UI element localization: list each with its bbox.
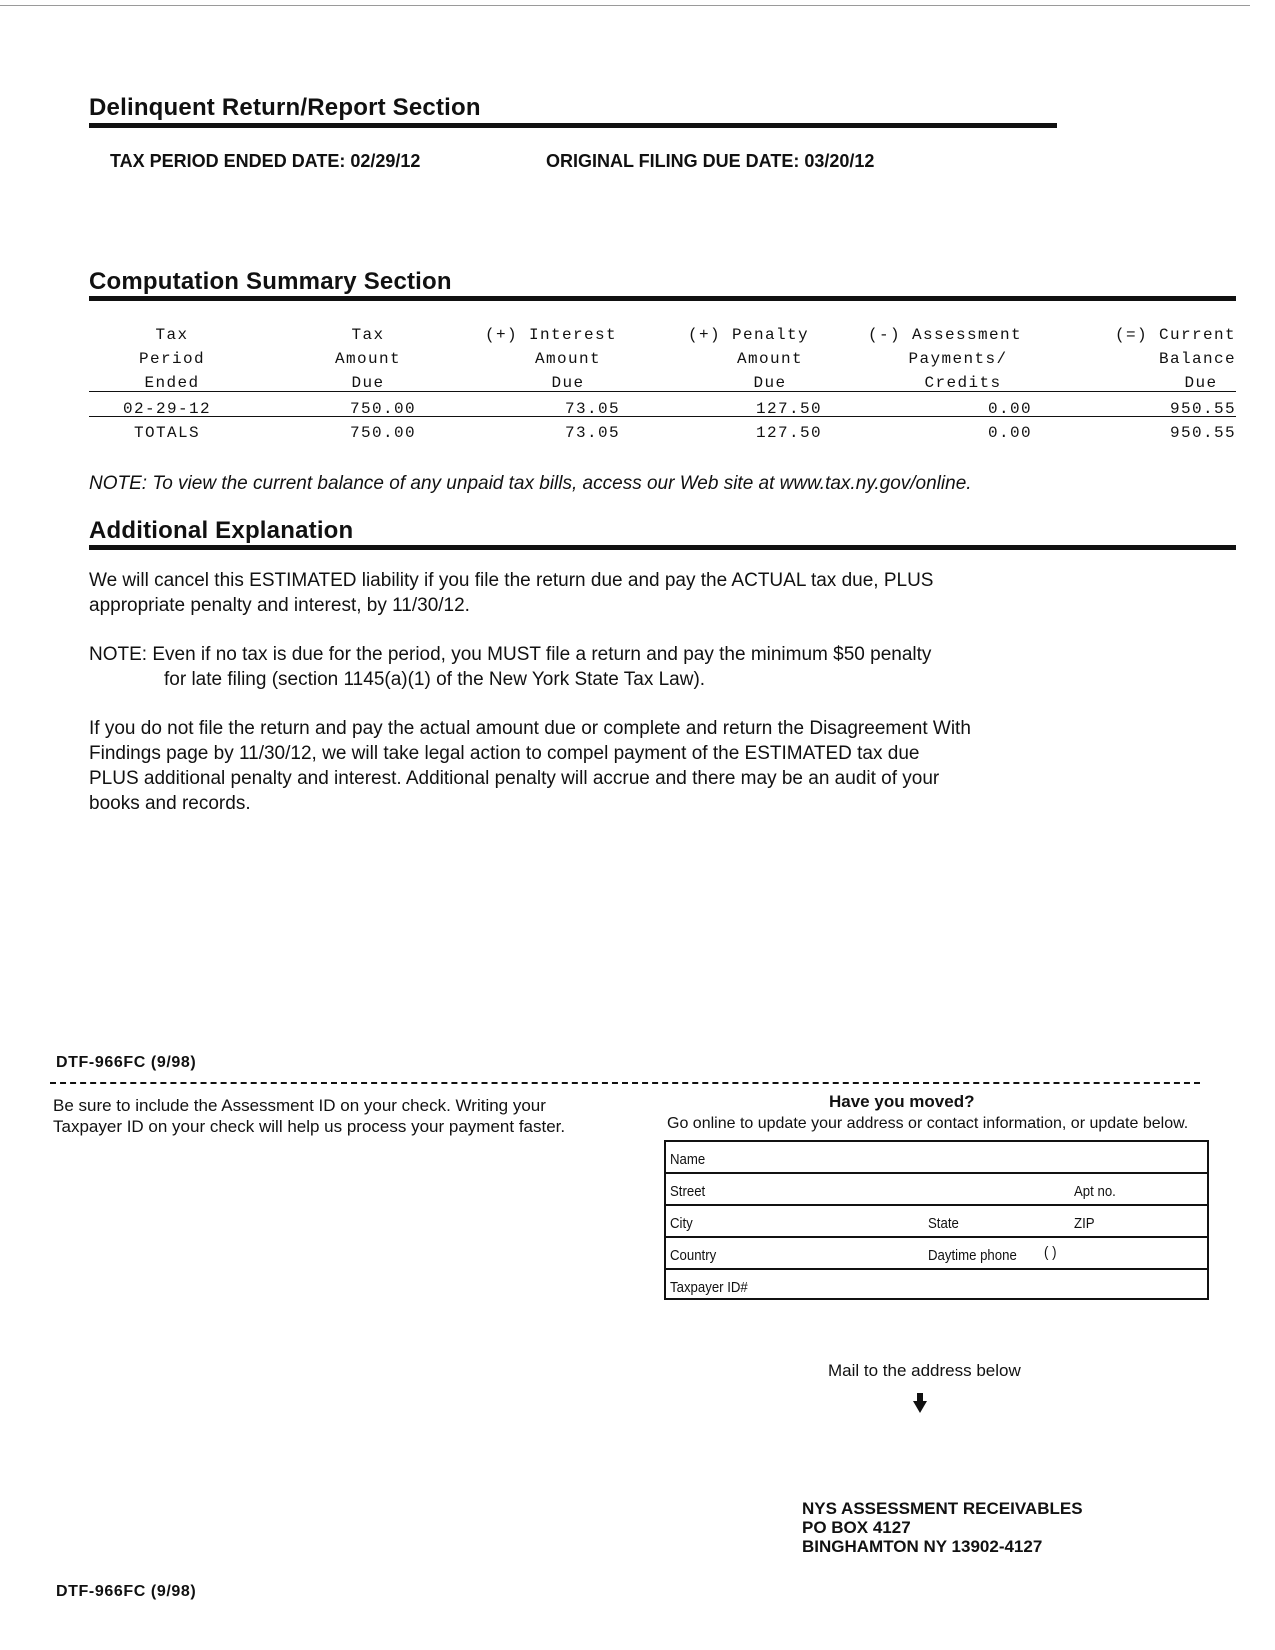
row-interest: 73.05 [564, 400, 620, 418]
city-label: City [670, 1215, 693, 1232]
tear-off-dashed-line [50, 1082, 1200, 1084]
explanation-p3-line2: Findings page by 11/30/12, we will take legal action to compel payment of the ESTIMATED tax due [89, 743, 920, 764]
explanation-note-line1: NOTE: Even if no tax is due for the period, you MUST file a return and pay the minimum $50 penalty [89, 644, 932, 665]
phone-area-code-parens: ( ) [1044, 1244, 1057, 1261]
mailing-address-line1: NYS ASSESSMENT RECEIVABLES [802, 1499, 1083, 1518]
totals-penalty: 127.50 [755, 424, 822, 442]
col-header-penalty-3: Due [753, 374, 787, 392]
explanation-note-line2: for late filing (section 1145(a)(1) of the New York State Tax Law). [164, 669, 706, 690]
col-header-assessment-1: (-) Assessment [868, 326, 1023, 344]
tax-period-ended-date: TAX PERIOD ENDED DATE: 02/29/12 [110, 151, 421, 171]
name-label: Name [670, 1151, 706, 1168]
state-label: State [928, 1215, 959, 1232]
street-row[interactable] [666, 1174, 1207, 1206]
explanation-paragraph-3 [89, 716, 971, 816]
col-header-assessment-3: Credits [924, 374, 1002, 392]
mailing-address [802, 1499, 1083, 1556]
stub-instructions-line2: Taxpayer ID on your check will help us process your payment faster. [53, 1117, 566, 1136]
col-header-balance-3: Due [1184, 374, 1218, 392]
col-header-tax-period-2: Period [138, 350, 206, 368]
row-underline [89, 416, 1236, 417]
explanation-p3-line1: If you do not file the return and pay the actual amount due or complete and return the Disagreement With [89, 718, 971, 739]
computation-section-rule [89, 296, 1236, 301]
down-arrow-icon [913, 1393, 927, 1418]
mailing-address-line3: BINGHAMTON NY 13902-4127 [802, 1537, 1043, 1556]
taxpayer-id-row[interactable] [666, 1270, 1207, 1302]
col-header-interest-2: Amount [534, 350, 602, 368]
col-header-tax-amount-2: Amount [334, 350, 402, 368]
col-header-penalty-2: Amount [736, 350, 804, 368]
col-header-penalty-1: (+) Penalty [688, 326, 810, 344]
explanation-p1-line1: We will cancel this ESTIMATED liability if you file the return due and pay the ACTUAL tax due, PLUS [89, 570, 934, 591]
row-penalty: 127.50 [755, 400, 822, 418]
computation-note: NOTE: To view the current balance of any unpaid tax bills, access our Web site at www.tax.ny.gov/online. [89, 473, 972, 494]
have-you-moved-subtitle: Go online to update your address or contact information, or update below. [667, 1115, 1189, 1132]
delinquent-section-title: Delinquent Return/Report Section [89, 94, 481, 121]
delinquent-section-rule [89, 123, 1057, 128]
form-code-bottom: DTF-966FC (9/98) [56, 1583, 197, 1600]
additional-explanation-rule [89, 545, 1236, 550]
additional-explanation-title: Additional Explanation [89, 517, 354, 544]
stub-instructions-line1: Be sure to include the Assessment ID on your check. Writing your [53, 1096, 546, 1115]
totals-interest: 73.05 [564, 424, 620, 442]
daytime-phone-label: Daytime phone [928, 1247, 1017, 1264]
country-row[interactable] [666, 1238, 1207, 1270]
col-header-tax-period-3: Ended [144, 374, 200, 392]
row-tax-amount: 750.00 [349, 400, 417, 418]
col-header-balance-2: Balance [1158, 350, 1236, 368]
city-row[interactable] [666, 1206, 1207, 1238]
explanation-note [89, 642, 931, 692]
original-filing-due-date: ORIGINAL FILING DUE DATE: 03/20/12 [546, 151, 875, 171]
country-label: Country [670, 1247, 717, 1264]
explanation-paragraph-1 [89, 568, 933, 618]
totals-tax-amount: 750.00 [349, 424, 417, 442]
apt-label: Apt no. [1074, 1183, 1116, 1200]
col-header-balance-1: (=) Current [1114, 326, 1236, 344]
col-header-assessment-2: Payments/ [908, 350, 1008, 368]
name-row[interactable] [666, 1142, 1207, 1174]
form-code-top: DTF-966FC (9/98) [56, 1054, 197, 1071]
taxpayer-id-label: Taxpayer ID# [670, 1279, 748, 1296]
row-period: 02-29-12 [122, 400, 212, 418]
have-you-moved-title: Have you moved? [829, 1092, 975, 1111]
row-balance: 950.55 [1169, 400, 1236, 418]
totals-balance: 950.55 [1169, 424, 1236, 442]
col-header-tax-amount-3: Due [351, 374, 385, 392]
explanation-p3-line4: books and records. [89, 793, 251, 814]
row-payments: 0.00 [987, 400, 1032, 418]
totals-payments: 0.00 [987, 424, 1032, 442]
totals-label: TOTALS [133, 424, 201, 442]
col-header-tax-period-1: Tax [155, 326, 189, 344]
mailing-address-line2: PO BOX 4127 [802, 1518, 911, 1537]
computation-section-title: Computation Summary Section [89, 268, 452, 295]
col-header-interest-1: (+) Interest [485, 326, 618, 344]
explanation-p3-line3: PLUS additional penalty and interest. Additional penalty will accrue and there may be an audit of your [89, 768, 940, 789]
col-header-tax-amount-1: Tax [351, 326, 385, 344]
street-label: Street [670, 1183, 706, 1200]
header-underline [89, 391, 1236, 392]
stub-instructions [53, 1095, 565, 1137]
page-top-edge-line [0, 5, 1250, 6]
mail-to-instruction: Mail to the address below [828, 1361, 1021, 1380]
address-change-form [664, 1140, 1209, 1300]
zip-label: ZIP [1074, 1215, 1095, 1232]
explanation-p1-line2: appropriate penalty and interest, by 11/30/12. [89, 595, 470, 616]
col-header-interest-3: Due [551, 374, 585, 392]
